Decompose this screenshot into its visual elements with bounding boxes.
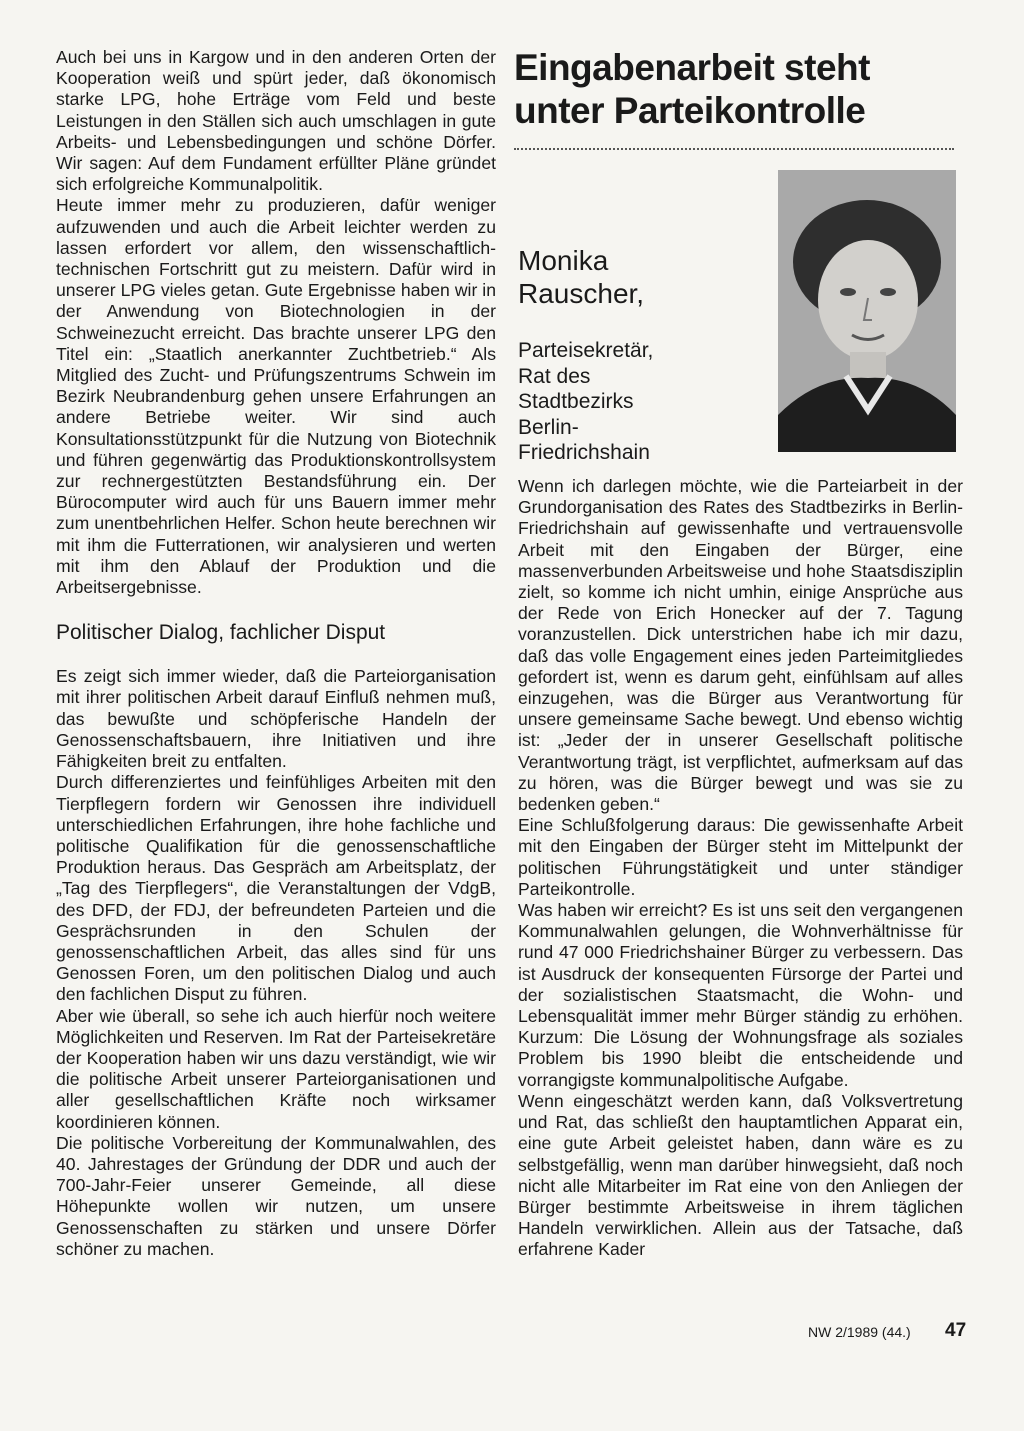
page-number: 47 [945,1320,967,1341]
paragraph: Wenn ich darlegen möchte, wie die Parteiarbeit in der Grundorganisation des Rates des Stadtbezirks in Berlin-Friedrichshain auf gewissenhafte und vertrauensvolle Arbeit mit den Eingaben der Bürger, eine massenverbunden Arbeitsweise und hohe Staatsdisziplin zielt, so komme ich nicht umhin, einige Ansprüche aus der Rede von Erich Honecker auf der 7. Tagung voranzustellen. Dick unterstrichen habe ich mir dazu, daß das volle Engagement eines jeden Parteimitgliedes gefordert ist, wenn es darum geht, einfühlsam auf alles einzugehen, was die Bürger aus Verantwortung für unsere gemeinsame Sache bewegt. Und ebenso wichtig ist: „Jeder der in unserer Gesellschaft politische Verantwortung trägt, ist verpflichtet, aufmerksam auf das zu hören, was die Bürger bewegt und was sie zu bedenken geben.“ [518,476,963,815]
paragraph: Eine Schlußfolgerung daraus: Die gewissenhafte Arbeit mit den Eingaben der Bürger steht im Mittelpunkt der politischen Führungstätigkeit und unter ständiger Parteikontrolle. [518,815,963,899]
paragraph: Was haben wir erreicht? Es ist uns seit den vergangenen Kommunalwahlen gelungen, die Wohnverhältnisse für rund 47 000 Friedrichshainer Bürger zu verbessern. Das ist Ausdruck der konsequenten Fürsorge der Partei und der sozialistischen Staatsmacht, die Wohn- und Lebensqualität immer mehr Bürger ständig zu erhöhen. Kurzum: Die Lösung der Wohnungsfrage als soziales Problem bis 1990 bleibt die entscheidende und vorrangigste kommunalpolitische Aufgabe. [518,900,963,1090]
paragraph: Es zeigt sich immer wieder, daß die Parteiorganisation mit ihrer politischen Arbeit darauf Einfluß nehmen muß, das bewußte und schöpferische Handeln der Genossenschaftsbauern, ihre Initiativen und ihre Fähigkeiten breit zu entfalten. [56,666,496,772]
role-line: Berlin- [518,415,579,439]
right-column [518,476,963,1261]
author-last-name: Rauscher, [518,278,645,309]
paragraph: Die politische Vorbereitung der Kommunalwahlen, des 40. Jahrestages der Gründung der DDR und auch der 700-Jahr-Feier unserer Gemeinde, all diese Höhepunkte wollen wir nutzen, um unsere Genossenschaften zu stärken und unsere Dörfer schöner zu machen. [56,1132,496,1259]
role-line: Stadtbezirks [518,390,634,413]
paragraph: Wenn eingeschätzt werden kann, daß Volksvertretung und Rat, das schließt den hauptamtlichen Apparat ein, eine gute Arbeit geleistet haben, dann wäre es zu selbstgefällig, wenn man darüber hinwegsieht, daß noch nicht alle Mitarbeiter im Rat eine von den Anliegen der Bürger bestimmte Arbeitsweise in ihrem täglichen Handeln verwirklichen. Allein aus der Tatsache, daß erfahrene Kader [518,1090,963,1260]
paragraph: Heute immer mehr zu produzieren, dafür weniger aufzuwenden und auch die Arbeit leichter werden zu lassen erfordert vor allem, den wissenschaftlich-technischen Fortschritt gut zu meistern. Dafür wird in unserer LPG vieles getan. Gute Ergebnisse haben wir in der Anwendung von Biotechnologien in der Schweinezucht erreicht. Das brachte unserer LPG den Titel ein: „Staatlich anerkannter Zuchtbetrieb.“ Als Mitglied des Zucht- und Prüfungszentrums Schwein im Bezirk Neubrandenburg gehen unsere Erfahrungen an andere Betriebe weiter. Wir sind auch Konsultationsstützpunkt für die Nutzung von Biotechnik und führen gegenwärtig das Produktionskontrollsystem zur rechnergestützten Bestandsführung ein. Der Bürocomputer wird auch für uns Bauern immer mehr zum unentbehrlichen Helfer. Schon heute berechnen wir mit ihm die Futterrationen, wir analysieren und werten mit ihm den Ablauf der Produktion und die Arbeitsergebnisse. [56,195,496,598]
headline-line: Eingabenarbeit steht [514,47,870,88]
role-line: Parteisekretär, [518,339,654,362]
footer-source: NW 2/1989 (44.) [808,1324,911,1340]
article-headline [514,46,974,132]
author-photo [778,170,956,452]
headline-line: unter Parteikontrolle [514,90,866,131]
role-line: Rat des [518,364,591,388]
author-role [518,338,753,466]
divider [514,148,954,150]
author-first-name: Monika [518,245,609,276]
paragraph: Durch differenziertes und feinfühliges Arbeiten mit den Tierpflegern fordern wir Genossen ihre individuell unterschiedlichen Erfahrungen, ihre hohe fachliche und politische Qualifikation für die genossenschaftliche Produktion heraus. Das Gespräch am Arbeitsplatz, der „Tag des Tierpflegers“, die Veranstaltungen der VdgB, des DFD, der FDJ, der befreundeten Parteien und die Gesprächsrunden in den Schulen der genossenschaftlichen Arbeit, das alles sind für uns Genossen Foren, um den politischen Dialog und auch den fachlichen Disput zu führen. [56,772,496,1005]
role-line: Friedrichshain [518,441,650,464]
section-heading: Politischer Dialog, fachlicher Disput [56,621,386,645]
paragraph: Aber wie überall, so sehe ich auch hierfür noch weitere Möglichkeiten und Reserven. Im Rat der Parteisekretäre der Kooperation haben wir uns dazu verständigt, wie wir die politische Arbeit unserer Parteiorganisationen und aller gesellschaftlichen Kräfte noch wirksamer koordinieren können. [56,1005,496,1132]
author-name [518,244,748,310]
left-column [56,47,496,1260]
paragraph: Auch bei uns in Kargow und in den anderen Orten der Kooperation weiß und spürt jeder, daß ökonomisch starke LPG, hohe Erträge vom Feld und beste Leistungen in den Ställen sich auch umschlagen in gute Arbeits- und Lebensbedingungen und schöne Dörfer. Wir sagen: Auf dem Fundament erfüllter Pläne gründet sich erfolgreiche Kommunalpolitik. [56,47,496,195]
